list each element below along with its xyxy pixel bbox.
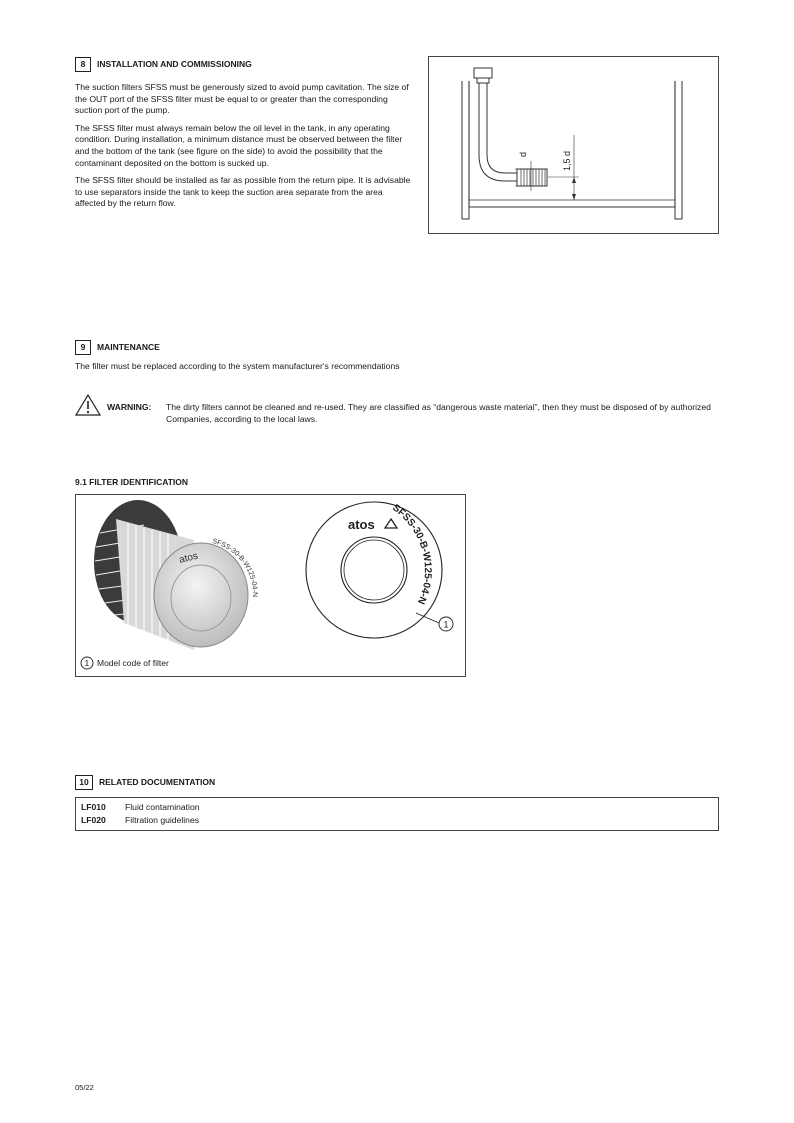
maintenance-text: The filter must be replaced according to the system manufacturer's recommendations <box>75 361 400 371</box>
filter-cap-model-code: SFSS-30-B-W125-04-N <box>211 538 258 598</box>
doc-code: LF010 <box>81 802 106 812</box>
callout-number: 1 <box>443 619 449 630</box>
filter-cap-brand: atos <box>178 550 200 566</box>
footer-date: 05/22 <box>75 1083 94 1092</box>
doc-row <box>81 801 713 814</box>
dimension-clearance-label: 1,5 d <box>562 150 572 171</box>
filter-identification-drawing <box>76 495 465 676</box>
caption-callout-number: 1 <box>84 658 90 668</box>
section-8-title: INSTALLATION AND COMMISSIONING <box>97 59 252 69</box>
section-9-number: 9 <box>75 340 91 355</box>
section-9-1-title: 9.1 FILTER IDENTIFICATION <box>75 477 189 487</box>
warning-icon <box>75 394 101 416</box>
filter-caption: Model code of filter <box>97 658 169 668</box>
section-8-paragraph-1: The suction filters SFSS must be generously sized to avoid pump cavitation. The size of the OUT port of the SFSS filter must be equal to or greater than the corresponding suction port of the pump. <box>75 82 409 116</box>
filter-identification-figure <box>75 494 466 677</box>
section-8-number: 8 <box>75 57 91 72</box>
doc-title: Filtration guidelines <box>125 814 200 825</box>
doc-code: LF020 <box>81 814 106 825</box>
section-8-paragraph-3: The SFSS filter should be installed as far as possible from the return pipe. It is advisable to use separators inside the tank to keep the suction area separate from the area affected by the return flow. <box>75 175 411 209</box>
doc-row <box>81 814 713 827</box>
doc-title: Fluid contamination <box>125 802 200 812</box>
top-view-model-code: SFSS-30-B-W125-04-N <box>390 502 433 606</box>
tank-diagram <box>429 57 718 233</box>
warning-label: WARNING: <box>107 402 152 412</box>
dimension-d-label: d <box>518 151 528 157</box>
warning-text: The dirty filters cannot be cleaned and re-used. They are classified as “dangerous waste material”, then they must be disposed of by authorized Companies, according to the local laws. <box>166 402 711 424</box>
top-view-brand: atos <box>348 517 375 532</box>
section-8-paragraph-2: The SFSS filter must always remain below the oil level in the tank, in any operating condition. During installation, a minimum distance must be observed between the filter and the bottom of the tank (see figure on the side) to avoid the possibility that the contaminant deposited on the bottom is sucked up. <box>75 122 403 168</box>
filter-element-picture <box>94 500 258 650</box>
section-9-title: MAINTENANCE <box>97 342 160 352</box>
section-10-number: 10 <box>75 775 93 790</box>
filter-cap-top-view <box>306 502 453 638</box>
related-docs-table <box>75 797 719 831</box>
section-8-body <box>75 82 411 216</box>
tank-installation-figure <box>428 56 719 234</box>
section-10-title: RELATED DOCUMENTATION <box>99 777 216 787</box>
